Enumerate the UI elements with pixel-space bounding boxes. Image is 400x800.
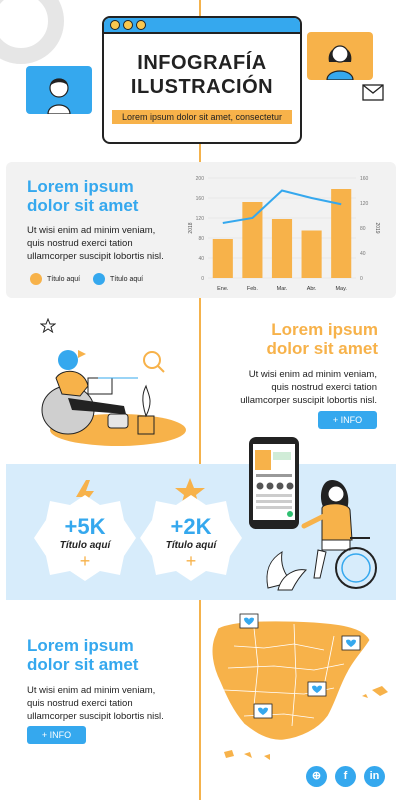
- y-tick-label-right: 160: [360, 176, 369, 182]
- body-line: ullamcorper suscipit lobortis nisl.: [27, 711, 164, 722]
- body-line: Ut wisi enim ad minim veniam,: [27, 685, 156, 696]
- body-line: Ut wisi enim ad minim veniam,: [248, 369, 377, 380]
- person-laptop-illustration: [28, 338, 188, 448]
- window-title-bar: [104, 18, 300, 34]
- bar: [272, 219, 292, 278]
- mail-icon: [362, 84, 384, 101]
- facebook-icon[interactable]: f: [335, 766, 356, 787]
- window-dot: [110, 20, 120, 30]
- map-pin: [240, 614, 258, 628]
- globe-icon[interactable]: ⊕: [306, 766, 327, 787]
- stat-value: +2K: [170, 514, 212, 539]
- avatar-woman: [307, 32, 373, 80]
- legend-label: Título aquí: [47, 276, 81, 283]
- star-outline-icon: [40, 318, 56, 333]
- woman-illustration: [307, 32, 373, 80]
- y-tick-label-left: 80: [198, 236, 204, 242]
- page-title-line2: ILUSTRACIÓN: [130, 76, 274, 98]
- section1-heading-line1: Lorem ipsum: [27, 177, 134, 196]
- body-line: ullamcorper suscipit lobortis nisl.: [240, 395, 377, 406]
- plus-icon: +: [185, 551, 197, 571]
- info-button[interactable]: + INFO: [27, 726, 86, 744]
- page-title-line1: INFOGRAFÍA: [137, 52, 267, 74]
- stat-card: [34, 514, 136, 572]
- body-line: quis nostrud exerci tation: [27, 238, 133, 249]
- y-tick-label-right: 80: [360, 226, 366, 232]
- section2-heading-line1: Lorem ipsum: [271, 320, 378, 339]
- man-illustration: [26, 66, 92, 114]
- bar: [302, 231, 322, 279]
- x-tick-label: Feb.: [246, 286, 258, 292]
- map-pin: [308, 682, 326, 696]
- stat-label: Título aquí: [165, 540, 217, 551]
- section3-body: [27, 684, 164, 723]
- body-line: ullamcorper suscipit lobortis nisl.: [27, 251, 164, 262]
- legend-eye-icon: [30, 273, 42, 285]
- map-pin: [254, 704, 272, 718]
- bar: [242, 202, 262, 278]
- title-window: [102, 16, 302, 144]
- legend-label: Título aquí: [110, 276, 144, 283]
- avatar-man: [26, 66, 92, 114]
- y-tick-label-right: 120: [360, 201, 369, 207]
- section2-heading-line2: dolor sit amet: [266, 339, 378, 358]
- section1-body: [27, 224, 164, 263]
- x-tick-label: Ene.: [217, 286, 229, 292]
- y-tick-label-left: 120: [195, 216, 204, 222]
- y-tick-label-left: 200: [195, 176, 204, 182]
- info-button[interactable]: + INFO: [318, 411, 377, 429]
- bar: [213, 239, 233, 278]
- x-tick-label: Mar.: [276, 286, 288, 292]
- spain-map-illustration: [204, 606, 394, 766]
- linkedin-icon[interactable]: in: [364, 766, 385, 787]
- y-tick-label-left: 40: [198, 256, 204, 262]
- stat-value: +5K: [64, 514, 106, 539]
- stat-label: Título aquí: [59, 540, 111, 551]
- map-pin: [342, 636, 360, 650]
- body-line: quis nostrud exerci tation: [27, 698, 133, 709]
- y-tick-label-right: 0: [360, 276, 363, 282]
- stat-card: [140, 514, 242, 572]
- legend-eye-icon: [93, 273, 105, 285]
- section3-heading-line2: dolor sit amet: [27, 655, 139, 674]
- plus-icon: +: [79, 551, 91, 571]
- bar-line-chart: [186, 170, 382, 298]
- y-axis-label-left: 2018: [188, 222, 194, 234]
- y-tick-label-right: 40: [360, 251, 366, 257]
- y-axis-label-right: 2019: [374, 222, 380, 234]
- x-tick-label: May.: [335, 286, 347, 292]
- section2-body: [212, 368, 377, 407]
- y-tick-label-left: 0: [201, 276, 204, 282]
- section3-heading-line1: Lorem ipsum: [27, 636, 134, 655]
- body-line: Ut wisi enim ad minim veniam,: [27, 225, 156, 236]
- body-line: quis nostrud exerci tation: [271, 382, 377, 393]
- x-tick-label: Abr.: [306, 286, 317, 292]
- decorative-ring: [0, 0, 64, 64]
- section1-heading-line2: dolor sit amet: [27, 196, 139, 215]
- window-dot: [136, 20, 146, 30]
- window-dot: [123, 20, 133, 30]
- page-subtitle: Lorem ipsum dolor sit amet, consectetur: [112, 110, 292, 124]
- wheelchair-person-illustration: [262, 478, 382, 596]
- y-tick-label-left: 160: [195, 196, 204, 202]
